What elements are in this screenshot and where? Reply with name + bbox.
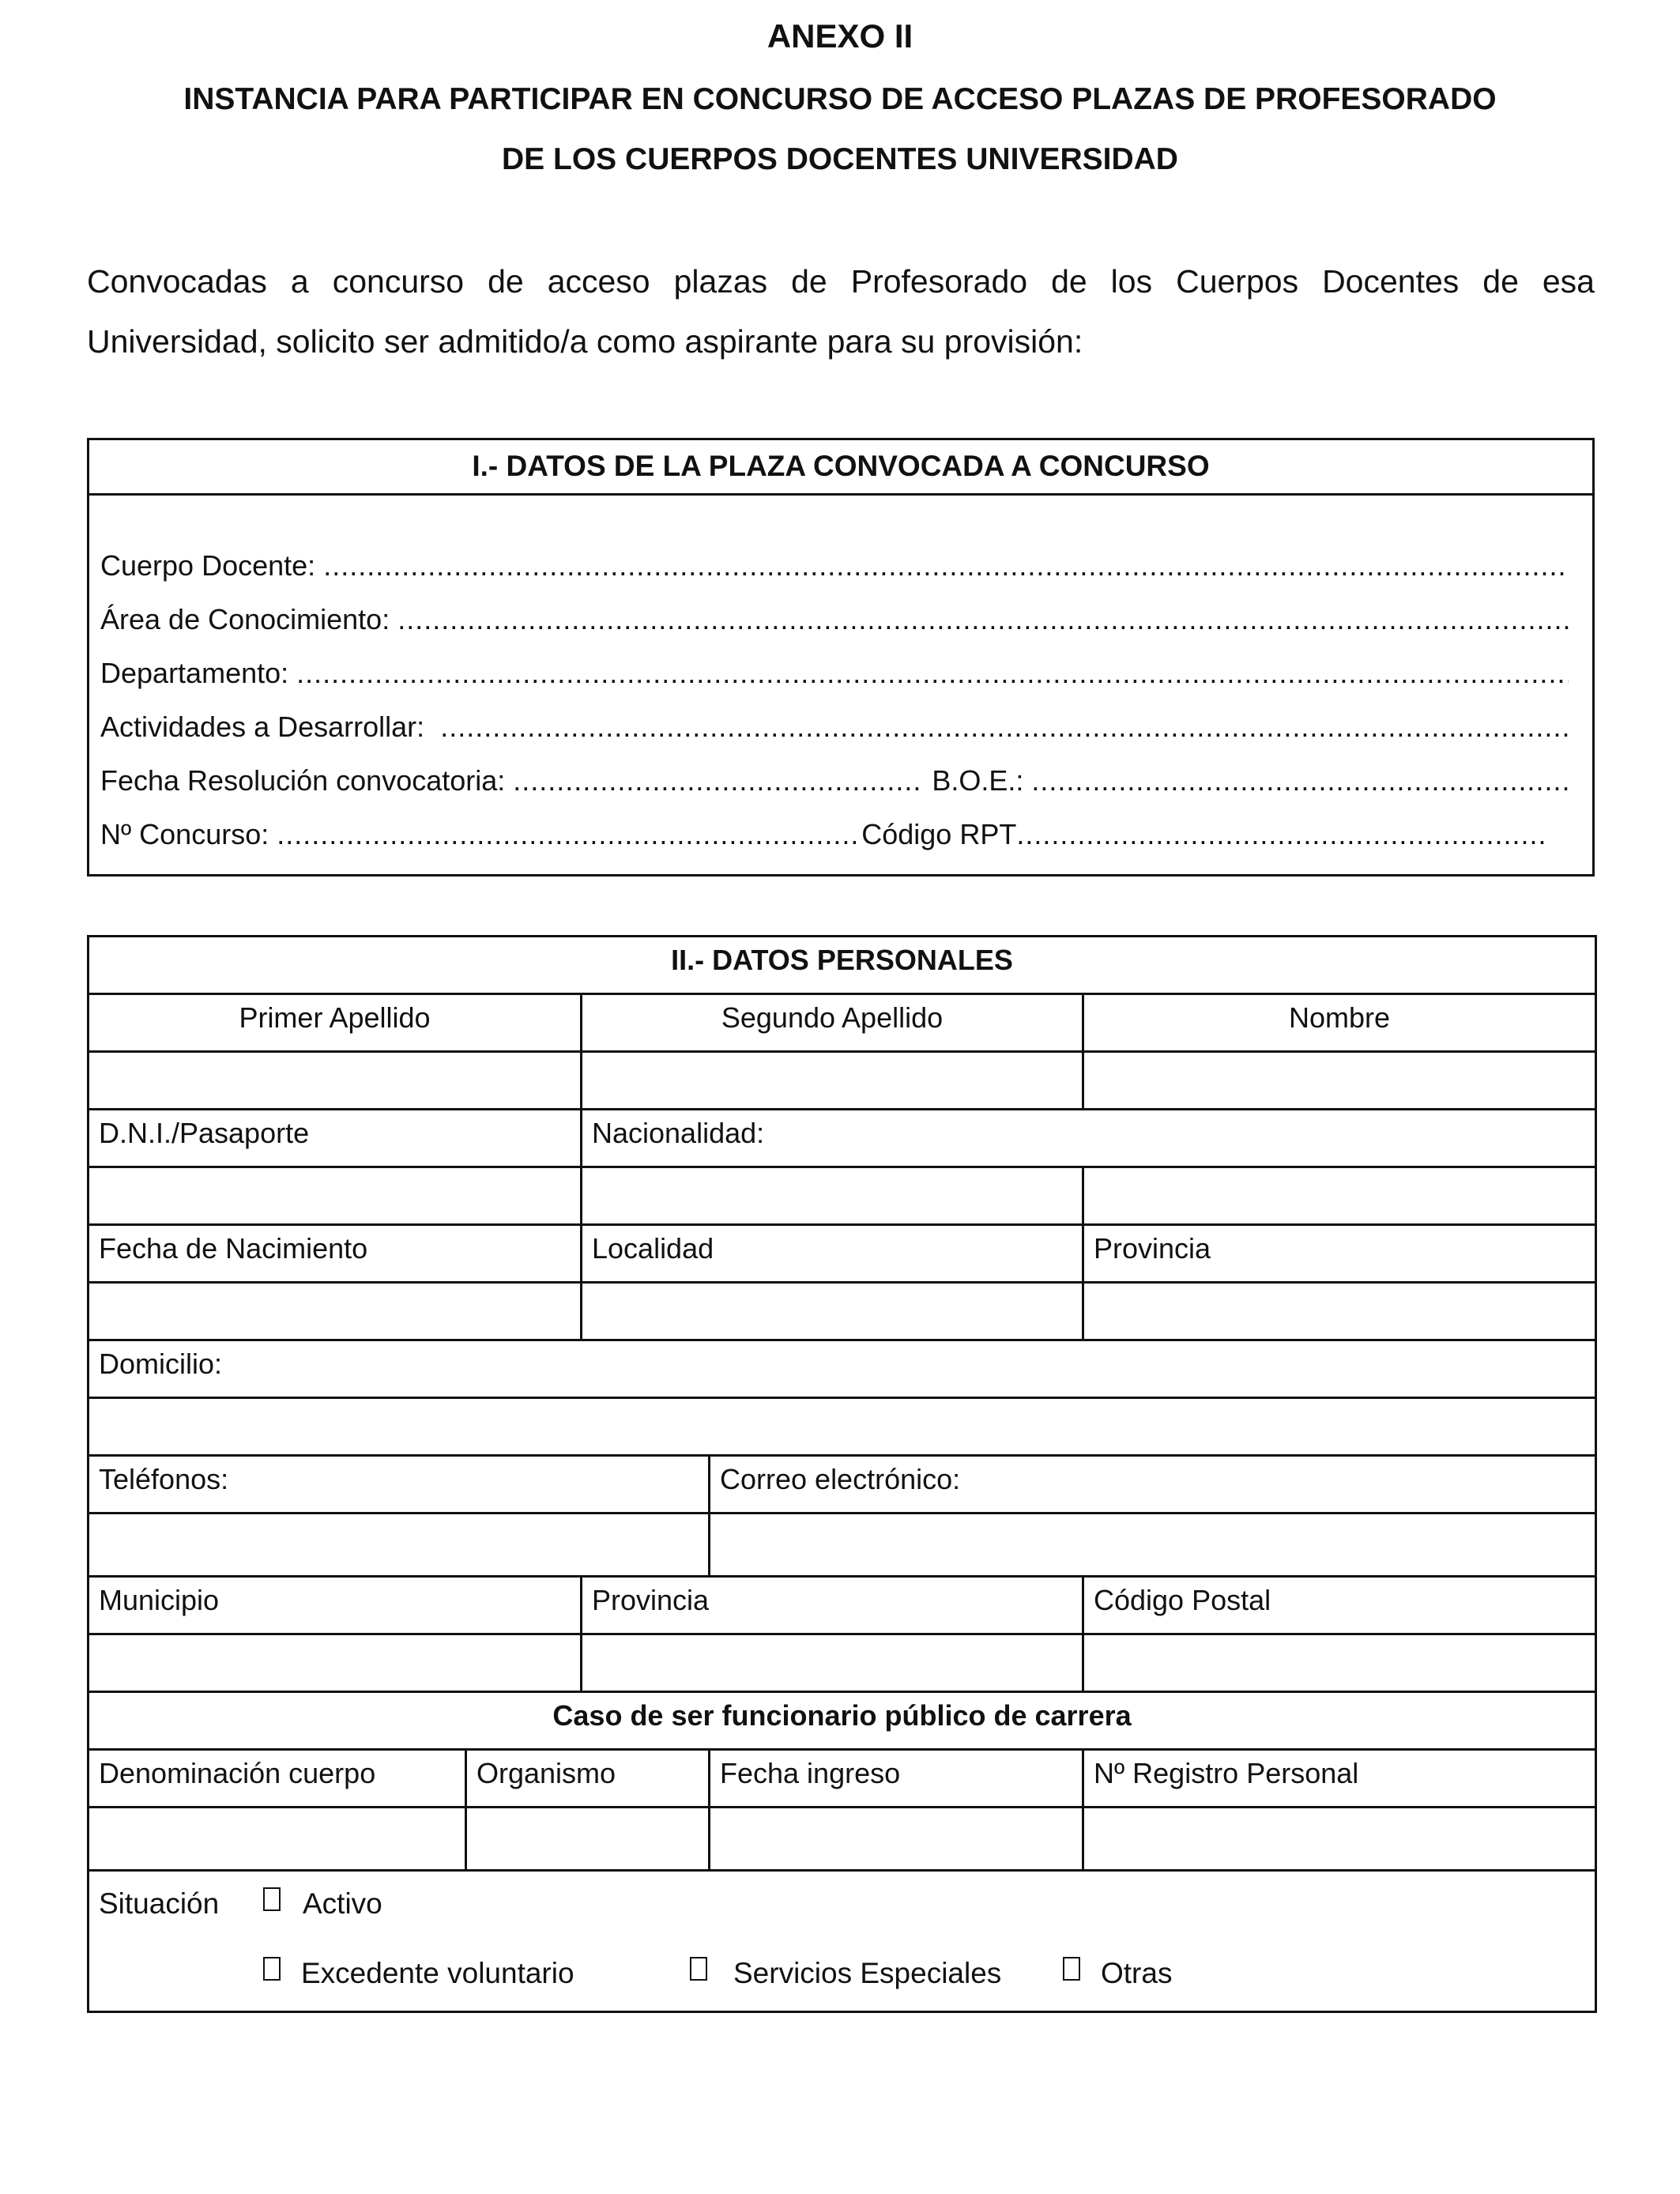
form-title-line2: DE LOS CUERPOS DOCENTES UNIVERSIDAD (502, 142, 1178, 176)
checkbox-activo[interactable] (263, 1887, 281, 1911)
label-activo: Activo (303, 1887, 382, 1920)
label-area-conocimiento: Área de Conocimiento: (100, 603, 390, 635)
input-localidad[interactable] (582, 1283, 1083, 1340)
label-segundo-apellido: Segundo Apellido (582, 994, 1083, 1052)
checkbox-excedente[interactable] (263, 1957, 281, 1981)
intro-paragraph (87, 251, 1595, 371)
label-nacionalidad: Nacionalidad: (582, 1110, 1596, 1167)
label-registro-personal: Nº Registro Personal (1083, 1750, 1596, 1808)
field-concurso[interactable] (100, 818, 1549, 862)
label-dni: D.N.I./Pasaporte (89, 1110, 582, 1167)
input-nacionalidad[interactable] (582, 1167, 1083, 1225)
input-denominacion[interactable] (89, 1808, 466, 1871)
input-dni[interactable] (89, 1167, 582, 1225)
label-departamento: Departamento: (100, 657, 289, 689)
field-cuerpo-docente[interactable] (100, 549, 1569, 594)
input-nacionalidad-extra[interactable] (1083, 1167, 1596, 1225)
fill-line (296, 657, 1569, 690)
section-plaza-box (87, 438, 1595, 876)
input-primer-apellido[interactable] (89, 1052, 582, 1110)
fill-line (397, 603, 1569, 636)
fill-line (277, 818, 861, 851)
label-situacion: Situación (99, 1887, 220, 1920)
fill-line (1031, 764, 1569, 797)
fill-line (513, 764, 924, 797)
input-fecha-ingreso[interactable] (710, 1808, 1083, 1871)
fill-line (323, 549, 1569, 582)
label-domicilio: Domicilio: (89, 1340, 1596, 1398)
label-provincia: Provincia (1083, 1225, 1596, 1283)
input-provincia-2[interactable] (582, 1634, 1083, 1692)
label-localidad: Localidad (582, 1225, 1083, 1283)
field-departamento[interactable] (100, 657, 1569, 701)
input-nombre[interactable] (1083, 1052, 1596, 1110)
input-telefonos[interactable] (89, 1514, 710, 1577)
label-fecha-resolucion: Fecha Resolución convocatoria: (100, 764, 506, 797)
label-telefonos: Teléfonos: (89, 1456, 710, 1514)
input-correo[interactable] (710, 1514, 1596, 1577)
label-denominacion: Denominación cuerpo (89, 1750, 466, 1808)
input-provincia[interactable] (1083, 1283, 1596, 1340)
intro-line1: Convocadas a concurso de acceso plazas de Profesorado de los Cuerpos Docentes de esa (87, 263, 1595, 300)
label-boe: B.O.E.: (932, 764, 1024, 797)
label-provincia-2: Provincia (582, 1577, 1083, 1634)
field-actividades[interactable] (100, 711, 1569, 755)
label-codigo-postal: Código Postal (1083, 1577, 1596, 1634)
form-title-line1: INSTANCIA PARA PARTICIPAR EN CONCURSO DE ACCESO PLAZAS DE PROFESORADO (183, 82, 1497, 116)
label-municipio: Municipio (89, 1577, 582, 1634)
fill-line (1016, 818, 1549, 851)
intro-line2: Universidad, solicito ser admitido/a como aspirante para su provisión: (87, 323, 1083, 360)
label-fecha-ingreso: Fecha ingreso (710, 1750, 1083, 1808)
input-codigo-postal[interactable] (1083, 1634, 1596, 1692)
annex-title: ANEXO II (767, 17, 913, 55)
label-concurso: Nº Concurso: (100, 818, 269, 850)
label-fecha-nacimiento: Fecha de Nacimiento (89, 1225, 582, 1283)
label-correo: Correo electrónico: (710, 1456, 1596, 1514)
input-registro-personal[interactable] (1083, 1808, 1596, 1871)
label-servicios-especiales: Servicios Especiales (733, 1957, 1002, 1989)
situacion-row (89, 1871, 1596, 2012)
input-organismo[interactable] (466, 1808, 710, 1871)
field-fecha-resolucion[interactable] (100, 764, 1569, 809)
label-actividades: Actividades a Desarrollar: (100, 711, 425, 743)
input-segundo-apellido[interactable] (582, 1052, 1083, 1110)
label-nombre: Nombre (1083, 994, 1596, 1052)
label-organismo: Organismo (466, 1750, 710, 1808)
fill-line (440, 711, 1569, 744)
input-domicilio[interactable] (89, 1398, 1596, 1456)
input-municipio[interactable] (89, 1634, 582, 1692)
input-fecha-nacimiento[interactable] (89, 1283, 582, 1340)
funcionario-title: Caso de ser funcionario público de carrera (89, 1692, 1596, 1750)
section-personal-title: II.- DATOS PERSONALES (89, 937, 1596, 994)
label-otras: Otras (1101, 1957, 1173, 1989)
field-area-conocimiento[interactable] (100, 603, 1569, 647)
label-cuerpo-docente: Cuerpo Docente: (100, 549, 316, 582)
section-plaza-title: I.- DATOS DE LA PLAZA CONVOCADA A CONCURSO (89, 440, 1592, 496)
label-codigo-rpt: Código RPT (861, 818, 1017, 850)
section-personal-table (87, 935, 1597, 2013)
checkbox-servicios-especiales[interactable] (690, 1957, 707, 1981)
checkbox-otras[interactable] (1063, 1957, 1080, 1981)
label-primer-apellido: Primer Apellido (89, 994, 582, 1052)
label-excedente: Excedente voluntario (301, 1957, 574, 1989)
